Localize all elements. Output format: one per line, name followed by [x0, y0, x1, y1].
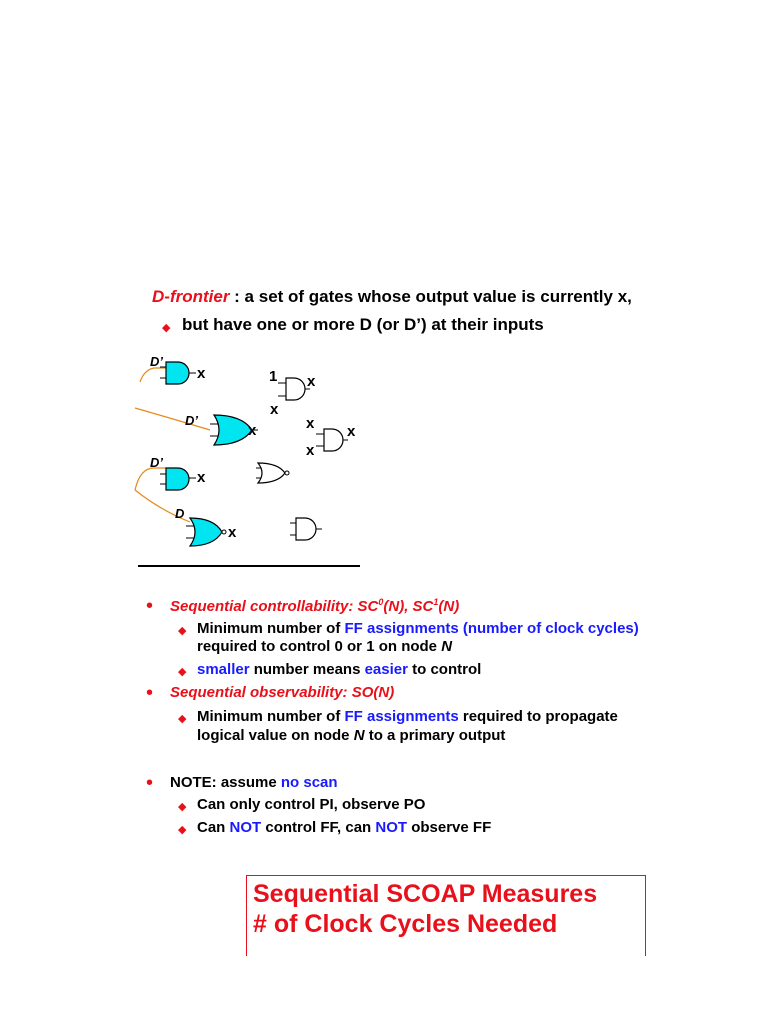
sc-b1-a: Minimum number of — [197, 620, 345, 637]
note-b2-not2: NOT — [375, 819, 408, 836]
bullet-dot-icon: • — [146, 772, 154, 794]
sc-bullet-2 — [197, 661, 481, 678]
so-bullet-1 — [197, 708, 618, 725]
so-b1-l2-n: N — [353, 727, 365, 744]
sc-bullet-1-line2 — [197, 638, 452, 655]
note-b2-b: control FF, can — [261, 819, 376, 836]
sc-b2-easier: easier — [364, 661, 408, 678]
note-b2-not1: NOT — [229, 819, 262, 836]
label-one: 1 — [269, 368, 278, 385]
note-heading — [170, 774, 338, 791]
label-x2: x — [307, 373, 316, 390]
so-b1-end: required to propagate — [458, 708, 618, 725]
and-gate-icon — [160, 362, 196, 384]
bullet-diamond-icon: ◆ — [178, 625, 187, 637]
bullet-dot-icon: • — [146, 595, 154, 617]
seq-controllability-heading — [170, 597, 459, 615]
label-x1: x — [197, 365, 206, 382]
wire-1 — [140, 368, 166, 382]
bullet-diamond-icon: ◆ — [178, 713, 187, 725]
wire-3 — [135, 468, 166, 490]
nor-gate-icon — [256, 463, 289, 483]
so-bullet-1-line2 — [197, 727, 505, 744]
bullet-diamond-icon: ◆ — [178, 824, 187, 836]
dfrontier-definition — [152, 287, 632, 307]
note-bullet-2 — [197, 819, 491, 836]
label-x5: x — [306, 415, 315, 432]
sc-b1-l2-a: required to control 0 or — [197, 638, 367, 655]
sc-mid: (N), SC — [383, 598, 434, 615]
sc-b1-ff: FF assignments (number of clock cycles) — [344, 620, 639, 637]
slide-title-line1: Sequential SCOAP Measures — [253, 880, 598, 908]
bullet-dot-icon: • — [146, 682, 154, 704]
note-b2-c: observe FF — [407, 819, 492, 836]
bullet-diamond-icon: ◆ — [178, 666, 187, 678]
wire-2 — [135, 408, 210, 430]
label-x8: x — [197, 469, 206, 486]
so-b1-ff: FF assignments — [344, 708, 459, 725]
label-x4: x — [248, 422, 257, 439]
so-b1-l2-a: logical value on node — [197, 727, 354, 744]
dfrontier-circuit-diagram — [130, 350, 380, 565]
sc-prefix: Sequential controllability: SC — [170, 598, 379, 615]
label-x3: x — [270, 401, 279, 418]
and-gate-icon — [316, 429, 348, 451]
and-gate-icon — [278, 378, 310, 400]
sc-b1-l2-n: N — [441, 638, 453, 655]
sc-b1-l2-b: on node — [374, 638, 442, 655]
so-b1-a: Minimum number of — [197, 708, 345, 725]
dfrontier-term: D-frontier — [152, 287, 230, 306]
sc-end: (N) — [438, 598, 460, 615]
bullet-diamond-icon: ◆ — [162, 322, 171, 334]
note-a: NOTE: assume — [170, 774, 281, 791]
dfrontier-definition-text: : a set of gates whose output value is currently x, — [229, 287, 632, 306]
sc-b2-mid: number means — [249, 661, 365, 678]
divider-line — [138, 565, 360, 567]
and-gate-icon — [160, 468, 196, 490]
label-dp1: D’ — [150, 354, 163, 369]
sc-sup1: 1 — [433, 597, 439, 607]
label-dp3: D’ — [150, 455, 163, 470]
note-noscan: no scan — [280, 774, 338, 791]
nor-gate-icon — [186, 518, 226, 546]
slide-title-line2: # of Clock Cycles Needed — [253, 910, 558, 938]
sc-bullet-1 — [197, 620, 639, 637]
label-d: D — [175, 506, 185, 521]
sc-b2-smaller: smaller — [197, 661, 250, 678]
note-bullet-1: Can only control PI, observe PO — [197, 796, 426, 813]
seq-observability-heading: Sequential observability: SO(N) — [170, 684, 395, 701]
and-gate-icon — [290, 518, 322, 540]
sc-b2-end: to control — [407, 661, 482, 678]
sc-sup0: 0 — [378, 597, 384, 607]
so-b1-l2-b: to a primary output — [364, 727, 506, 744]
sc-b1-l2-one: 1 — [366, 638, 375, 655]
label-x7: x — [347, 423, 356, 440]
label-x9: x — [228, 524, 237, 541]
bullet-diamond-icon: ◆ — [178, 801, 187, 813]
note-b2-a: Can — [197, 819, 230, 836]
label-dp2: D’ — [185, 413, 198, 428]
dfrontier-subpoint: but have one or more D (or D’) at their inputs — [182, 315, 544, 334]
label-x6: x — [306, 442, 315, 459]
